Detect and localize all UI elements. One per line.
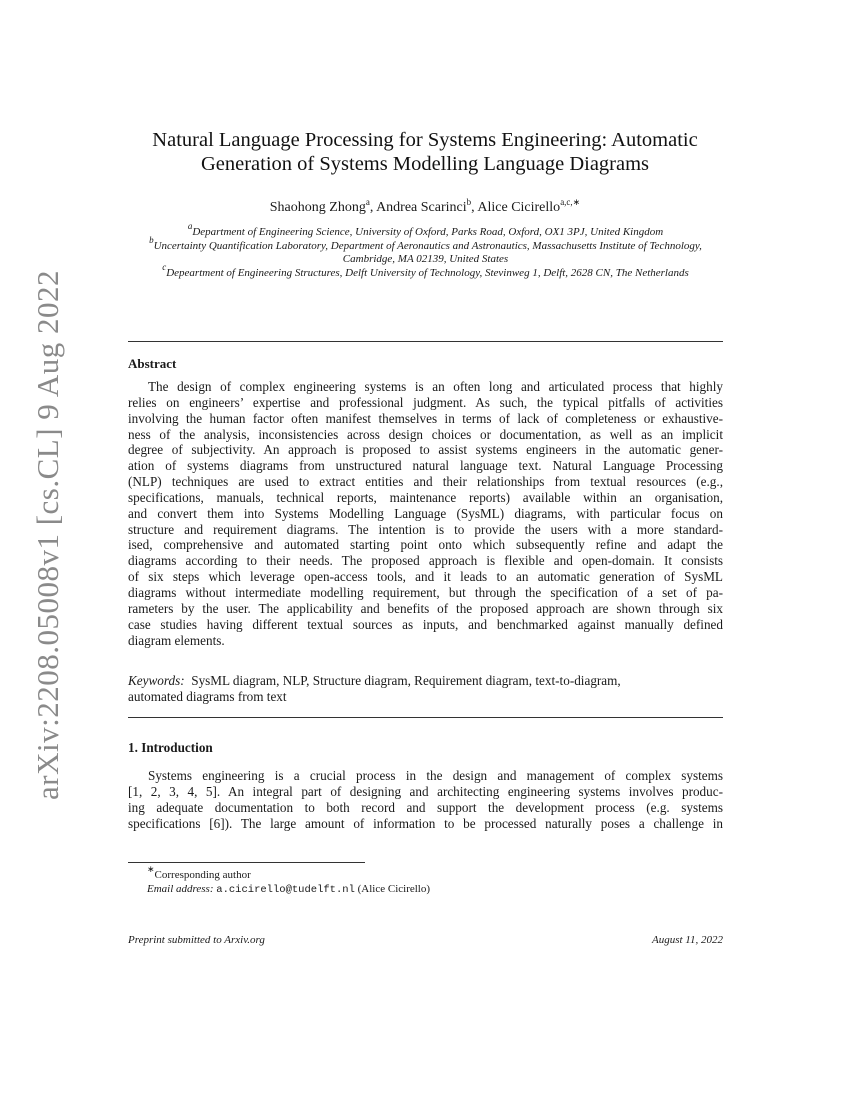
affiliation-text: Uncertainty Quantification Laboratory, Department of Aeronautics and Astronautics, Massachusetts Institute of Technology, Cambridge, MA 02139, United States [153, 239, 702, 266]
abstract-line: ness of the analysis, inconsistencies across design choices or documentation, as well as an implicit [128, 426, 723, 442]
abstract-line: The design of complex engineering systems is an often long and articulated process that highly [148, 379, 723, 394]
abstract-line: diagrams according to their needs. The proposed approach is flexible and open-domain. It consists [128, 553, 723, 569]
title-line-1: Natural Language Processing for Systems Engineering: Automatic [152, 129, 698, 151]
introduction-line: ing adequate documentation to both record and support the development process (e.g. systems [128, 800, 723, 815]
email-address-link[interactable]: a.cicirello@tudelft.nl [216, 884, 355, 896]
affiliation-mark: c [162, 261, 167, 272]
abstract-line: involving the human factor often manifest themselves in terms of lack of completeness or exhaustive- [128, 410, 723, 426]
keywords-line-1: SysML diagram, NLP, Structure diagram, Requirement diagram, text-to-diagram, [191, 673, 621, 688]
introduction-line: [1, 2, 3, 4, 5]. An integral part of designing and architecting engineering systems involves produc- [128, 784, 723, 799]
keywords [128, 673, 723, 705]
abstract-line: case studies having different textual sources as inputs, and benchmarked against manually defined [128, 616, 723, 632]
footer-preprint-note: Preprint submitted to Arxiv.org [128, 934, 265, 946]
abstract-line: and convert them into Systems Modelling Language (SysML) diagrams, with particular focus on [128, 505, 723, 521]
section-heading-introduction: 1. Introduction [128, 740, 213, 755]
email-owner: (Alice Cicirello) [357, 883, 431, 895]
keywords-line-2: automated diagrams from text [128, 689, 287, 704]
author-affiliation-mark: a [365, 197, 370, 207]
abstract-heading: Abstract [128, 356, 177, 371]
abstract-line: specifications, manuals, technical reports, maintenance reports) available within an organisation, [128, 489, 723, 505]
abstract-line: structure and requirement diagrams. The intention is to provide the users with a more standard- [128, 521, 723, 537]
affiliation-mark: a [187, 221, 193, 231]
abstract-line: ised, comprehensive and automated starting point onto which subsequently refine and adapt the [128, 537, 723, 553]
affiliation-text: Department of Engineering Science, University of Oxford, Parks Road, Oxford, OX1 3PJ, United Kingdom [192, 226, 664, 238]
arxiv-identifier-stamp: arXiv:2208.05008v1 [cs.CL] 9 Aug 2022 [30, 270, 65, 800]
footnote-text: Corresponding author [154, 869, 251, 881]
affiliation [128, 221, 723, 240]
author-name: Andrea Scarinci [376, 200, 467, 215]
keywords-label: Keywords: [128, 673, 185, 688]
footnote [147, 864, 431, 897]
abstract-line: diagrams without intermediate modelling requirement, but through the specification of a set of pa- [128, 584, 723, 600]
abstract-line: of six steps which leverage open-access tools, and it leads to an automatic generation of SysML [128, 569, 723, 585]
abstract-line: (NLP) techniques are used to extract entities and their relationships from textual resources (e.g., [128, 474, 723, 490]
abstract-line: rameters by the user. The applicability and benefits of the proposed approach are shown through six [128, 600, 723, 616]
title-line-2: Generation of Systems Modelling Language Diagrams [200, 153, 650, 175]
author-separator: , [471, 200, 478, 215]
abstract-line: diagram elements. [128, 632, 225, 648]
author-affiliation-mark: a,c,∗ [560, 197, 581, 207]
abstract-top-rule [128, 341, 723, 342]
abstract-line: ation of systems diagrams from unstructured natural language text. Natural Language Processing [128, 458, 723, 474]
abstract-line: degree of subjectivity. An approach is proposed to assist systems engineers in the automatic gener- [128, 442, 723, 458]
footer-date: August 11, 2022 [652, 934, 723, 946]
affiliation [128, 261, 723, 281]
introduction-line: Systems engineering is a crucial process in the design and management of complex systems [148, 768, 723, 783]
abstract-bottom-rule [128, 717, 723, 718]
footnote-rule [128, 862, 365, 863]
footnote-mark: ∗ [147, 864, 155, 874]
author-separator: , [369, 200, 377, 215]
introduction-body [128, 768, 723, 832]
affiliation-mark: b [149, 234, 154, 245]
affiliation [128, 234, 723, 267]
introduction-line: specifications [6]). The large amount of information to be processed naturally poses a challenge in [128, 816, 723, 831]
affiliation-text: Depeartment of Engineering Structures, Delft University of Technology, Stevinweg 1, Delft, 2628 CN, The Netherlands [166, 266, 689, 279]
paper-title [0, 128, 850, 176]
author-name: Alice Cicirello [477, 200, 561, 215]
author-affiliation-mark: b [466, 197, 472, 207]
abstract-line: relies on engineers’ expertise and professional judgment. As such, the typical pitfalls of activities [128, 394, 723, 410]
author-list [0, 197, 850, 216]
affiliations [128, 221, 723, 280]
email-label: Email address: [147, 883, 214, 895]
author-name: Shaohong Zhong [269, 200, 366, 215]
abstract-body [128, 379, 723, 648]
